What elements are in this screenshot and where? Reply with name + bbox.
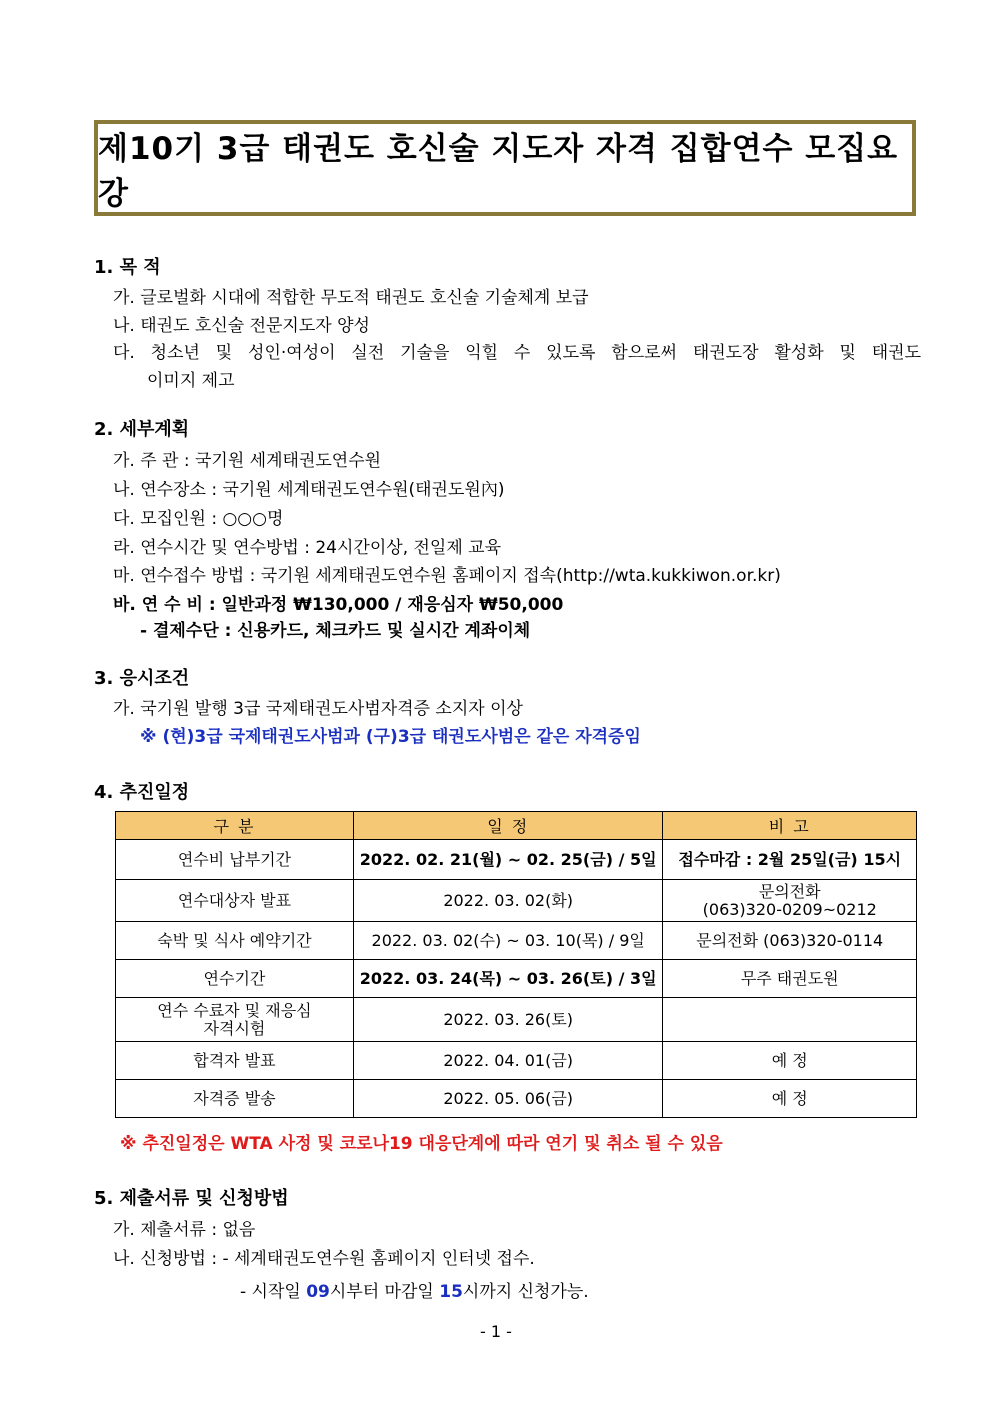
s3-item-a: 가. 국기원 발행 3급 국제태권도사범자격증 소지자 이상 [113,699,523,719]
row-remarks: 예 정 [663,1080,917,1118]
page-title: 제10기 3급 태권도 호신술 지도자 자격 집합연수 모집요강 [98,131,899,212]
section-5-heading: 5. 제출서류 및 신청방법 [94,1188,289,1209]
s5-item-c [240,1277,589,1302]
s5-item-a: 가. 제출서류 : 없음 [113,1220,256,1240]
section-4-heading: 4. 추진일정 [94,782,190,803]
s1-item-c-line2: 이미지 제고 [147,371,235,391]
s4-note: ※ 추진일정은 WTA 사정 및 코로나19 대응단계에 따라 연기 및 취소 될 수 있음 [120,1134,723,1154]
s2-item-g: - 결제수단 : 신용카드, 체크카드 및 실시간 계좌이체 [140,621,531,641]
header-category: 구 분 [116,812,354,840]
row-remarks [663,998,917,1042]
s2-item-d: 라. 연수시간 및 연수방법 : 24시간이상, 전일제 교육 [113,538,502,558]
table-row [116,1042,917,1080]
s1-item-b: 나. 태권도 호신술 전문지도자 양성 [113,316,370,336]
row-schedule: 2022. 03. 02(화) [353,880,663,922]
s2-item-b: 나. 연수장소 : 국기원 세계태권도연수원(태권도원內) [113,480,505,500]
row-category: 연수비 납부기간 [116,840,354,880]
row-remarks: 접수마감 : 2월 25일(금) 15시 [663,840,917,880]
s2-item-f: 바. 연 수 비 : 일반과정 ₩130,000 / 재응심자 ₩50,000 [113,595,564,615]
s1-item-a: 가. 글로벌화 시대에 적합한 무도적 태권도 호신술 기술체계 보급 [113,288,589,308]
s5-c-post: 시까지 신청가능. [462,1282,589,1302]
s5-c-pre: - 시작일 [240,1282,307,1302]
row-remarks [663,880,917,922]
row-category: 자격증 발송 [116,1080,354,1118]
table-row [116,840,917,880]
category-line2: 자격시험 [203,1018,266,1038]
remarks-line2: (063)320-0209~0212 [702,899,877,919]
page-number: - 1 - [480,1322,512,1341]
s5-item-b: 나. 신청방법 : - 세계태권도연수원 홈페이지 인터넷 접수. [113,1249,535,1269]
row-schedule: 2022. 02. 21(월) ~ 02. 25(금) / 5일 [353,840,663,880]
row-category: 합격자 발표 [116,1042,354,1080]
s5-c-mid: 시부터 마감일 [329,1282,440,1302]
table-row [116,960,917,998]
s1-item-c-line1: 다. 청소년 및 성인·여성이 실전 기술을 익힐 수 있도록 함으로써 태권도장 활성화 및 태권도 [113,343,921,363]
row-schedule: 2022. 03. 24(목) ~ 03. 26(토) / 3일 [353,960,663,998]
table-header-row [116,812,917,840]
s2-item-c: 다. 모집인원 : ○○○명 [113,509,284,529]
category-line1: 연수 수료자 및 재응심 [157,1000,312,1020]
header-schedule: 일 정 [353,812,663,840]
row-schedule: 2022. 04. 01(금) [353,1042,663,1080]
s3-note: ※ (현)3급 국제태권도사범과 (구)3급 태권도사범은 같은 자격증임 [140,727,641,747]
row-category: 연수대상자 발표 [116,880,354,922]
s2-item-e: 마. 연수접수 방법 : 국기원 세계태권도연수원 홈페이지 접속(http://wta.kukkiwon.or.kr) [113,566,781,586]
row-remarks: 예 정 [663,1042,917,1080]
header-remarks: 비 고 [663,812,917,840]
end-hour: 15 [439,1282,463,1302]
table-row [116,922,917,960]
remarks-line1: 문의전화 [758,881,821,901]
row-category: 숙박 및 식사 예약기간 [116,922,354,960]
section-2-heading: 2. 세부계획 [94,419,190,440]
row-remarks: 문의전화 (063)320-0114 [663,922,917,960]
table-row [116,880,917,922]
table-row [116,1080,917,1118]
title-box [94,120,916,216]
section-3-heading: 3. 응시조건 [94,668,190,689]
row-category: 연수기간 [116,960,354,998]
row-category [116,998,354,1042]
s2-item-a: 가. 주 관 : 국기원 세계태권도연수원 [113,451,382,471]
section-1-heading: 1. 목 적 [94,257,161,278]
schedule-table [115,811,917,1118]
row-schedule: 2022. 05. 06(금) [353,1080,663,1118]
row-remarks: 무주 태권도원 [663,960,917,998]
table-row [116,998,917,1042]
row-schedule: 2022. 03. 02(수) ~ 03. 10(목) / 9일 [353,922,663,960]
start-hour: 09 [306,1282,330,1302]
row-schedule: 2022. 03. 26(토) [353,998,663,1042]
